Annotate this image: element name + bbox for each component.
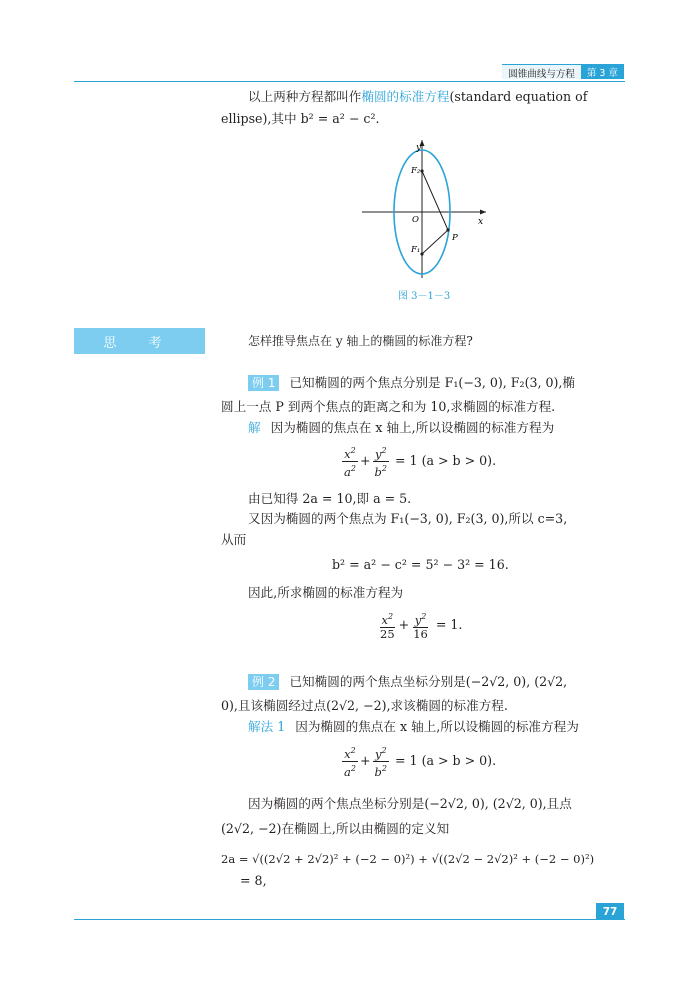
chapter-number: 第 3 章 [581,64,624,79]
example-1-final-equation: $\frac{x^2}{25}$ + $\frac{y^2}{16}$ = 1. [380,612,463,641]
example-1-equation-1: $\frac{x^2}{a^2}$ + $\frac{y^2}{b^2}$ = 1 (a > b > 0). [344,446,497,479]
focus-f1-point [420,252,423,255]
standard-equation-term: 椭圆的标准方程 [361,89,450,104]
example-2-foci: 因为椭圆的两个焦点坐标分别是(−2√2, 0), (2√2, 0),且点 [248,796,572,811]
example-2-line-1: 例 2 已知椭圆的两个焦点坐标分别是(−2√2, 0), (2√2, [248,673,567,691]
example-2-equation-1: $\frac{x^2}{a^2}$ + $\frac{y^2}{b^2}$ = 1 (a > b > 0). [344,746,497,779]
origin-label: O [412,215,419,225]
example-1-tag: 例 1 [248,375,279,391]
solution-1-label: 解法 1 [248,719,286,734]
p-label: P [452,233,458,243]
f2-label: F₂ [411,166,421,176]
chapter-title: 圆锥曲线与方程 [502,64,581,79]
think-question: 怎样推导焦点在 y 轴上的椭圆的标准方程? [248,334,473,348]
y-label: y [416,143,422,153]
f1-label: F₁ [411,245,421,255]
example-2-2a-equation: 2a = √((2√2 + 2√2)² + (−2 − 0)²) + √((2√2 − 2√2)² + (−2 − 0)²) [221,852,595,866]
example-2-line-2: 0),且该椭圆经过点(2√2, −2),求该椭圆的标准方程. [221,698,508,713]
example-2-equals-8: = 8, [240,873,267,888]
example-1-solution: 解 因为椭圆的焦点在 x 轴上,所以设椭圆的标准方程为 [248,420,555,435]
example-2-point: (2√2, −2)在椭圆上,所以由椭圆的定义知 [221,821,450,836]
intro-line-2: ellipse),其中 b² = a² − c². [221,111,380,126]
example-2-solution: 解法 1 因为椭圆的焦点在 x 轴上,所以设椭圆的标准方程为 [248,719,579,734]
focus-f2-point [420,169,423,172]
chapter-header [502,64,624,79]
solution-label: 解 [248,420,261,435]
ellipse-figure [358,136,490,280]
example-1-congr: 从而 [221,532,247,547]
point-p [446,228,449,231]
example-2-tag: 例 2 [248,674,279,690]
think-box: 思 考 [74,328,205,354]
example-1-2a: 由已知得 2a = 10,即 a = 5. [248,491,412,506]
example-1-line-1: 例 1 已知椭圆的两个焦点分别是 F₁(−3, 0), F₂(3, 0),椭 [248,374,575,392]
page-number: 77 [596,903,624,920]
example-1-therefore: 因此,所求椭圆的标准方程为 [248,585,404,600]
example-1-foci: 又因为椭圆的两个焦点为 F₁(−3, 0), F₂(3, 0),所以 c=3, [248,511,568,526]
header-rule [74,81,625,82]
footer-rule [74,919,625,920]
figure-caption: 图 3－1－3 [398,291,451,302]
intro-line-1: 以上两种方程都叫作椭圆的标准方程(standard equation of [248,89,588,104]
example-1-line-2: 圆上一点 P 到两个焦点的距离之和为 10,求椭圆的标准方程. [221,399,556,414]
example-1-b-squared: b² = a² − c² = 5² − 3² = 16. [332,557,509,572]
x-label: x [478,217,484,227]
x-axis-arrow [480,210,486,215]
